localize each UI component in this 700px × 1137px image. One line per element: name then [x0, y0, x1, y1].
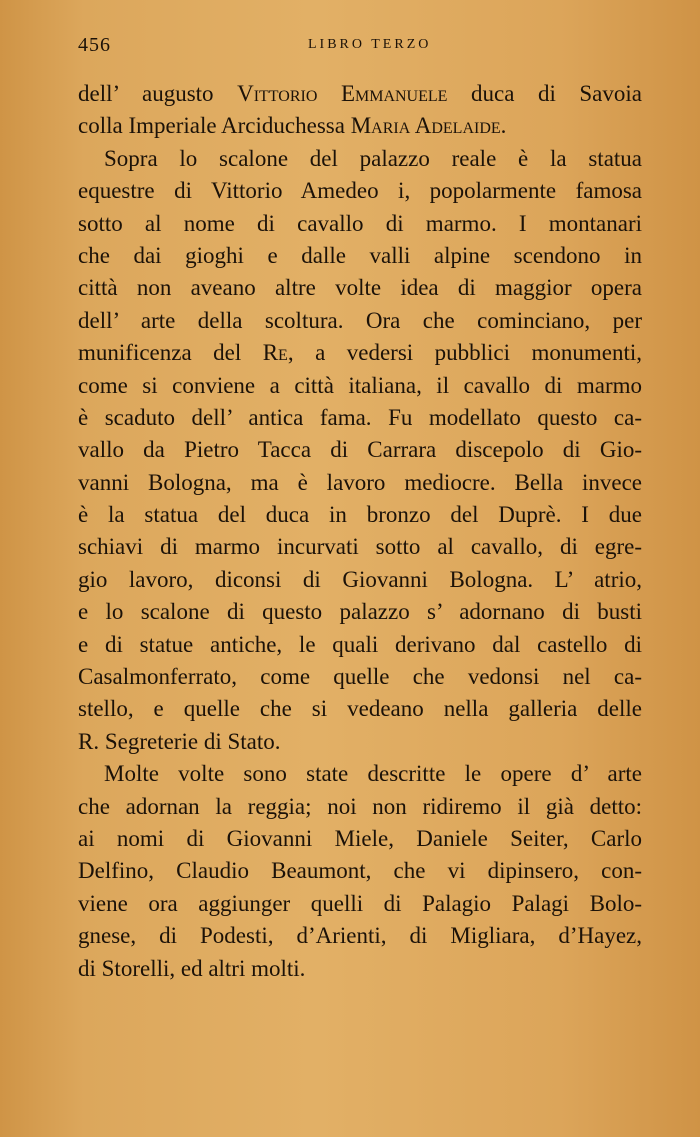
text-line: viene ora aggiunger quelli di Palagio Palagi Bolo-	[78, 890, 642, 916]
text-line: dell’ arte della scoltura. Ora che cominciano, per	[78, 307, 642, 333]
paragraph-royal-palace-art	[78, 758, 642, 985]
text-run: , a vedersi pubblici monumenti,	[287, 340, 643, 366]
text-line: e di statue antiche, le quali derivano dal castello di	[78, 631, 642, 657]
text-run: duca di Savoia	[447, 81, 642, 106]
text-line: città non aveano altre volte idea di maggior opera	[78, 275, 642, 301]
running-title: LIBRO TERZO	[308, 37, 432, 52]
text-line: che adornan la reggia; noi non ridiremo il già detto:	[78, 793, 642, 819]
text-line: Sopra lo scalone del palazzo reale è la statua	[104, 145, 642, 171]
running-head	[78, 34, 642, 62]
text-line: equestre di Vittorio Amedeo i, popolarmente famosa	[78, 178, 642, 204]
text-line: come si conviene a città italiana, il cavallo di marmo	[78, 372, 642, 398]
text-line: R. Segreterie di Stato.	[78, 728, 281, 754]
paragraph-continuation	[78, 78, 642, 143]
text-line	[78, 337, 642, 369]
text-run: dell’ augusto	[78, 81, 238, 106]
text-line: gio lavoro, diconsi di Giovanni Bologna. L’ atrio,	[78, 566, 642, 592]
text-run: .	[500, 113, 507, 139]
text-line: schiavi di marmo incurvati sotto al cavallo, di egre-	[78, 534, 642, 560]
name-small-caps: Vittorio Emmanuele	[237, 81, 448, 106]
text-line: ai nomi di Giovanni Miele, Daniele Seiter, Carlo	[78, 825, 642, 851]
name-small-caps: Maria Adelaide	[350, 113, 501, 139]
text-line: Molte volte sono state descritte le opere d’ arte	[104, 761, 642, 787]
text-line: Delfino, Claudio Beaumont, che vi dipinsero, con-	[78, 858, 642, 884]
text-line: è scaduto dell’ antica fama. Fu modellato questo ca-	[78, 404, 642, 430]
text-line: è la statua del duca in bronzo del Duprè. I due	[78, 502, 642, 528]
text-line	[78, 110, 642, 142]
text-line	[78, 78, 642, 110]
text-line: e lo scalone di questo palazzo s’ adornano di busti	[78, 599, 642, 625]
text-line: Casalmonferrato, come quelle che vedonsi nel ca-	[78, 664, 642, 690]
text-line: vanni Bologna, ma è lavoro mediocre. Bella invece	[78, 469, 642, 495]
text-line: di Storelli, ed altri molti.	[78, 955, 306, 981]
text-line: stello, e quelle che si vedeano nella galleria delle	[78, 696, 642, 722]
name-small-caps: Re	[262, 340, 288, 366]
text-run: munificenza del	[78, 340, 263, 366]
page-number: 456	[78, 34, 111, 56]
text-line: che dai gioghi e dalle valli alpine scendono in	[78, 242, 642, 268]
text-line: gnese, di Podesti, d’Arienti, di Migliara, d’Hayez,	[78, 923, 642, 949]
text-line: sotto al nome di cavallo di marmo. I montanari	[78, 210, 642, 236]
text-run: colla Imperiale Arciduchessa	[78, 113, 351, 139]
text-line: vallo da Pietro Tacca di Carrara discepolo di Gio-	[78, 437, 642, 463]
paragraph-statue	[78, 143, 642, 758]
body-text	[78, 78, 642, 985]
